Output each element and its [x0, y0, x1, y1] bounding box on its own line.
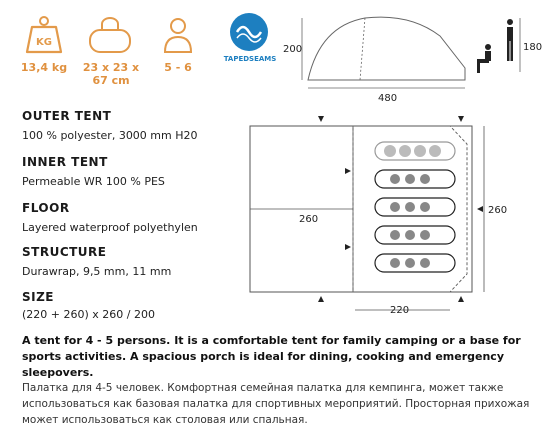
weight-kg-icon	[24, 14, 64, 56]
floor-heading: FLOOR	[22, 201, 70, 215]
person-height-label: 180	[523, 42, 543, 53]
inner-width-label: 220	[390, 305, 410, 316]
bag-size-value: 23 x 23 x 67 cm	[82, 61, 140, 87]
structure-value: Durawrap, 9,5 mm, 11 mm	[22, 265, 172, 278]
porch-width-label: 260	[299, 214, 319, 225]
outer-tent-value: 100 % polyester, 3000 mm H20	[22, 129, 198, 142]
depth-label: 260	[488, 205, 508, 216]
persons-icon	[161, 16, 195, 56]
weight-value: 13,4 kg	[20, 61, 68, 74]
taped-seams-label: TAPEDSEAMS	[223, 55, 277, 63]
tent-floor-plan	[245, 112, 545, 322]
tent-side-view	[280, 8, 545, 108]
size-heading: SIZE	[22, 290, 55, 304]
inner-tent-heading: INNER TENT	[22, 155, 108, 169]
outer-tent-heading: OUTER TENT	[22, 109, 112, 123]
bag-size-icon	[86, 16, 134, 56]
persons-value: 5 - 6	[164, 61, 192, 74]
standing-person-icon	[507, 19, 513, 61]
description-ru: Палатка для 4-5 человек. Комфортная семейная палатка для кемпинга, может также использоваться как базовая палатка для спортивных мероприятий. Просторная прихожая может использоваться как столовая или спальная.	[22, 382, 530, 426]
height-label: 200	[283, 44, 303, 55]
description-en: A tent for 4 - 5 persons. It is a comfortable tent for family camping or a base for sports activities. A spacious porch is ideal for dining, cooking and emergency sleepovers.	[22, 334, 521, 379]
size-value-display: (220 + 260) x 260 / 200	[22, 308, 155, 321]
structure-heading: STRUCTURE	[22, 245, 107, 259]
floor-value: Layered waterproof polyethylen	[22, 221, 198, 234]
svg-text:KG: KG	[36, 37, 52, 48]
length-label: 480	[378, 93, 398, 104]
sitting-person-icon	[477, 44, 491, 73]
taped-seams-icon	[229, 12, 269, 52]
inner-tent-value: Permeable WR 100 % PES	[22, 175, 165, 188]
